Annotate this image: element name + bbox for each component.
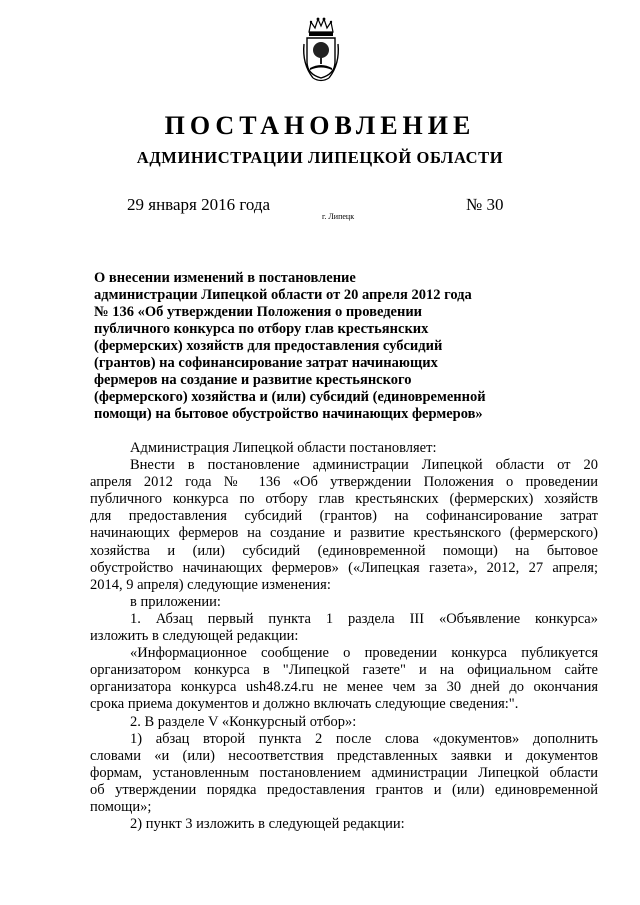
heading-line: фермеров на создание и развитие крестьянского (94, 372, 412, 388)
document-subtitle: АДМИНИСТРАЦИИ ЛИПЕЦКОЙ ОБЛАСТИ (136, 148, 504, 167)
body-line: Администрация Липецкой области постановляет: (130, 440, 437, 456)
body-line: хозяйства и (или) субсидий (единовременной помощи) на бытовое (90, 542, 598, 559)
body-line: в приложении: (130, 593, 221, 610)
heading-line: (фермерских) хозяйств для предоставления субсидий (94, 338, 443, 354)
document-body (90, 440, 598, 833)
body-line: «Информационное сообщение о проведении конкурса публикуется (130, 645, 598, 662)
body-line: 2) пункт 3 изложить в следующей редакции: (130, 816, 405, 833)
body-line: Внести в постановление администрации Липецкой области от 20 (130, 457, 598, 474)
body-line: 1. Абзац первый пункта 1 раздела III «Объявление конкурса» (130, 610, 598, 627)
body-line: начинающих фермеров на создание и развитие крестьянского (фермерского) (90, 525, 598, 542)
document-number: № 30 (466, 195, 504, 214)
body-line: помощи»; (90, 798, 152, 815)
heading-line: О внесении изменений в постановление (94, 270, 356, 286)
body-line: 2014, 9 апреля) следующие изменения: (90, 576, 331, 593)
body-line: 2. В разделе V «Конкурсный отбор»: (130, 713, 357, 730)
body-line: обустройство начинающих фермеров» («Липецкая газета», 2012, 27 апреля; (90, 559, 598, 576)
body-line: организатором конкурса в "Липецкой газете" и на официальном сайте (90, 662, 598, 679)
body-line: формам, установленным постановлением администрации Липецкой области (90, 764, 598, 781)
heading-line: № 136 «Об утверждении Положения о проведении (94, 304, 423, 320)
heading-line: (грантов) на софинансирование затрат начинающих (94, 355, 438, 371)
heading-line: публичного конкурса по отбору глав крестьянских (94, 321, 429, 337)
body-line: организатора конкурса ush48.z4.ru не менее чем за 30 дней до окончания (90, 679, 598, 696)
body-line: об утверждении порядка предоставления грантов и (или) единовременной (90, 781, 598, 798)
body-line: апреля 2012 года № 136 «Об утверждении Положения о проведении (90, 474, 598, 491)
coat-of-arms-icon (301, 14, 341, 84)
document-city: г. Липецк (322, 212, 355, 221)
body-line: 1) абзац второй пункта 2 после слова «документов» дополнить (130, 730, 598, 747)
document-date: 29 января 2016 года (127, 195, 271, 214)
document-heading (94, 270, 514, 423)
body-line: публичного конкурса по отбору глав крестьянских (фермерских) хозяйств (90, 491, 598, 508)
heading-line: администрации Липецкой области от 20 апреля 2012 года (94, 287, 472, 303)
document-title: ПОСТАНОВЛЕНИЕ (164, 111, 476, 140)
body-line: срока приема документов и должно включать следующие сведения:". (90, 696, 519, 713)
body-line: словами «и (или) несоответствия представленных заявки и документов (90, 747, 598, 764)
heading-line: (фермерского) хозяйства и (или) субсидий (единовременной (94, 389, 486, 405)
body-line: для предоставления субсидий (грантов) на софинансирование затрат (90, 508, 598, 525)
heading-line: помощи) на бытовое обустройство начинающих фермеров» (94, 406, 483, 422)
body-line: изложить в следующей редакции: (90, 628, 299, 645)
